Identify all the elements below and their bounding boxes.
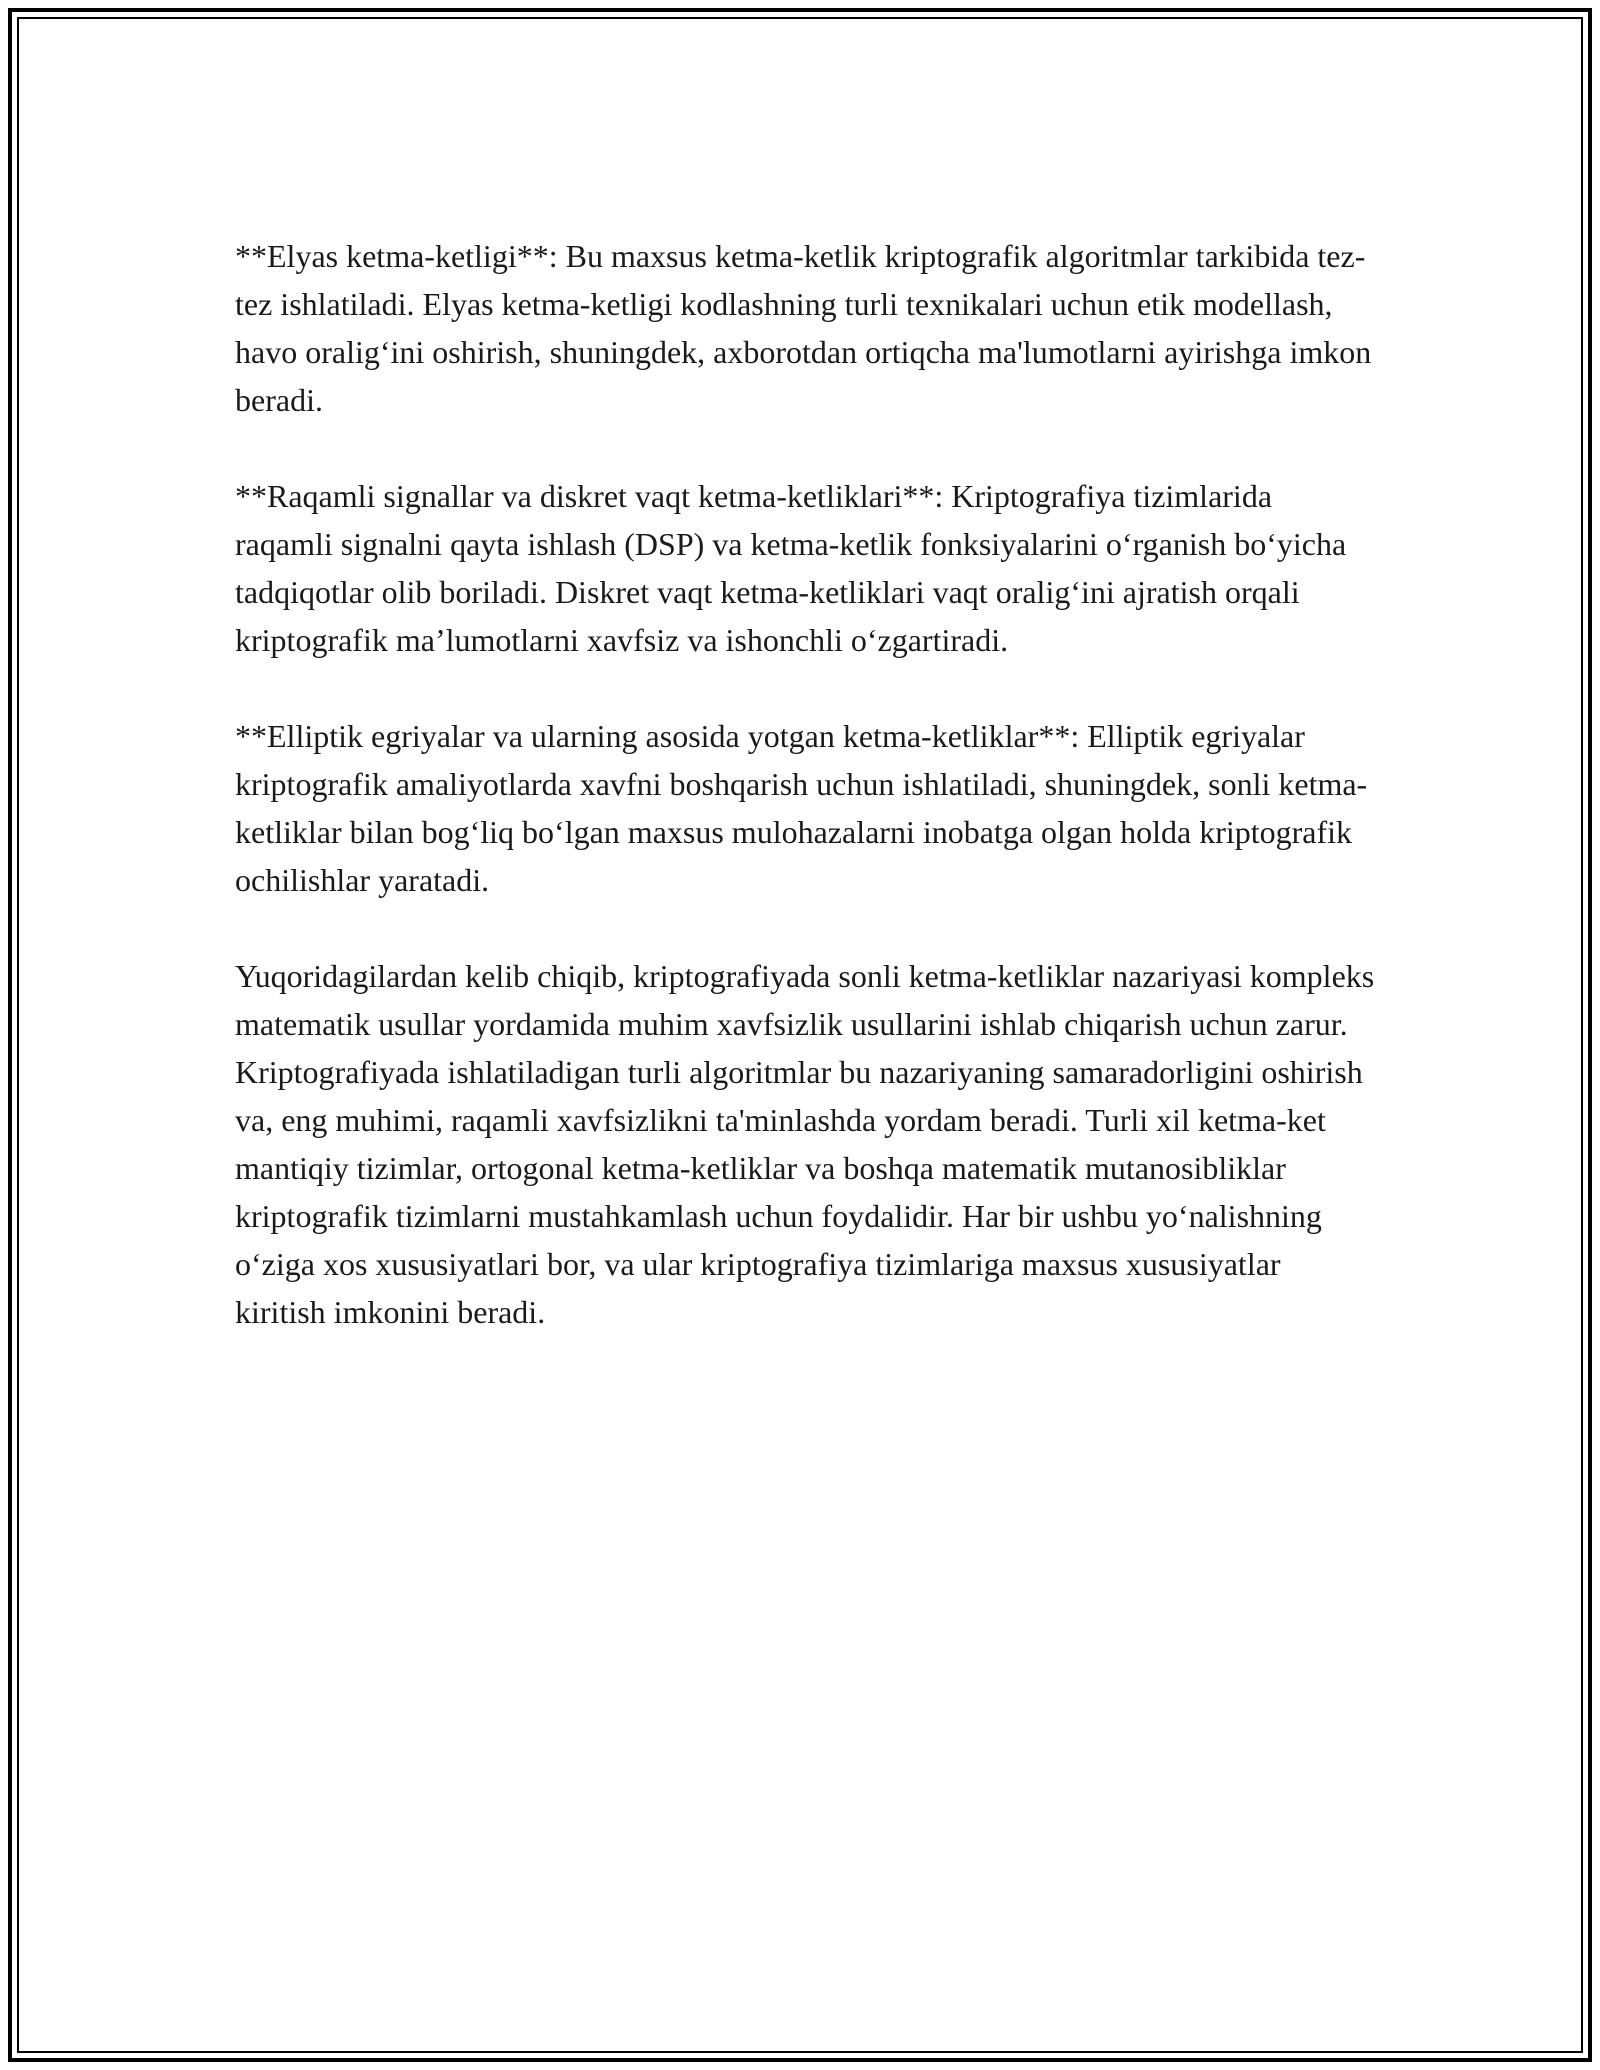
document-body xyxy=(235,232,1375,1384)
paragraph-elyas-sequence: **Elyas ketma-ketligi**: Bu maxsus ketma-ketlik kriptografik algoritmlar tarkibida tez-tez ishlatiladi. Elyas ketma-ketligi kodlashning turli texnikalari uchun etik modellash, havo oralig‘ini oshirish, shuningdek, axborotdan ortiqcha ma'lumotlarni ayirishga imkon beradi. xyxy=(235,238,1372,418)
paragraph-conclusion: Yuqoridagilardan kelib chiqib, kriptografiyada sonli ketma-ketliklar nazariyasi kompleks matematik usullar yordamida muhim xavfsizlik usullarini ishlab chiqarish uchun zarur. Kriptografiyada ishlatiladigan turli algoritmlar bu nazariyaning samaradorligini oshirish va, eng muhimi, raqamli xavfsizlikni ta'minlashda yordam beradi. Turli xil ketma-ket mantiqiy tizimlar, ortogonal ketma-ketliklar va boshqa matematik mutanosibliklar kriptografik tizimlarni mustahkamlash uchun foydalidir. Har bir ushbu yo‘nalishning o‘ziga xos xususiyatlari bor, va ular kriptografiya tizimlariga maxsus xususiyatlar kiritish imkonini beradi. xyxy=(235,958,1375,1330)
paragraph-digital-signals: **Raqamli signallar va diskret vaqt ketma-ketliklari**: Kriptografiya tizimlarida raqamli signalni qayta ishlash (DSP) va ketma-ketlik fonksiyalarini o‘rganish bo‘yicha tadqiqotlar olib boriladi. Diskret vaqt ketma-ketliklari vaqt oralig‘ini ajratish orqali kriptografik ma’lumotlarni xavfsiz va ishonchli o‘zgartiradi. xyxy=(235,478,1347,658)
paragraph-elliptic-curves: **Elliptik egriyalar va ularning asosida yotgan ketma-ketliklar**: Elliptik egriyalar kriptografik amaliyotlarda xavfni boshqarish uchun ishlatiladi, shuningdek, sonli ketma-ketliklar bilan bog‘liq bo‘lgan maxsus mulohazalarni inobatga olgan holda kriptografik ochilishlar yaratadi. xyxy=(235,718,1368,898)
